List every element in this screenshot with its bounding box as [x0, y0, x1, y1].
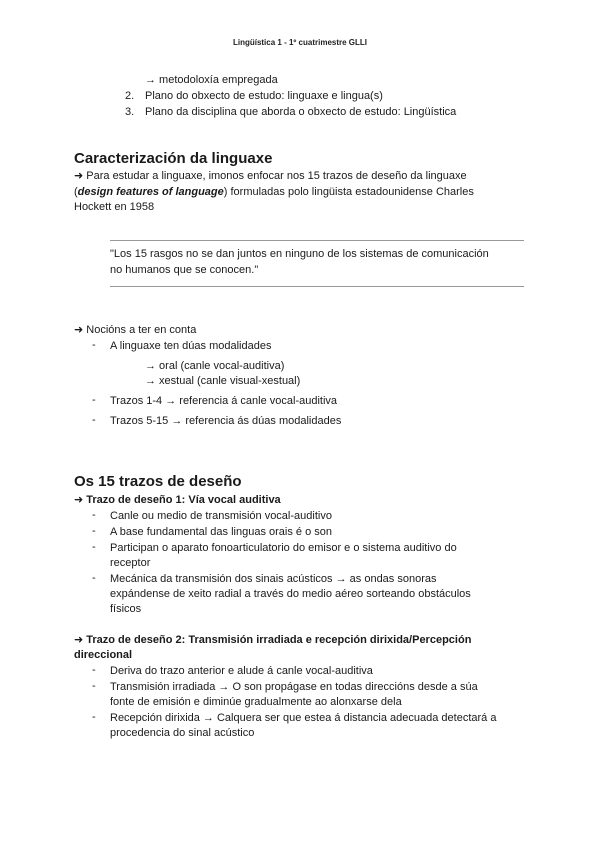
notion-item-2: Trazos 1-4 → referencia á canle vocal-auditiva [110, 395, 338, 407]
trazo-1-item-4c: físicos [110, 603, 142, 615]
trazo-1-heading: ➜ Trazo de deseño 1: Vía vocal auditiva [74, 494, 281, 506]
list-number-2: 2. [125, 90, 135, 102]
trazo-2-item-3b: procedencia do sinal acústico [110, 727, 255, 739]
notions-heading: ➜ Nocións a ter en conta [74, 324, 197, 336]
bullet-dash: - [92, 572, 96, 584]
quote-line-2: no humanos que se conocen." [110, 264, 259, 276]
notion-item-3: Trazos 5-15 → referencia ás dúas modalidades [110, 415, 342, 427]
bullet-dash: - [92, 509, 96, 521]
bullet-dash: - [92, 394, 96, 406]
bullet-dash: - [92, 711, 96, 723]
trazo-1-item-4b: expándense de xeito radial a través do medio aéreo sorteando obstáculos [110, 588, 471, 600]
trazo-2-item-2b: fonte de emisión e diminúe gradualmente ao alonxarse dela [110, 696, 402, 708]
bullet-dash: - [92, 414, 96, 426]
trazo-1-item-1: Canle ou medio de transmisión vocal-auditivo [110, 510, 332, 522]
trazo-1-item-4a: Mecánica da transmisión dos sinais acústicos → as ondas sonoras [110, 573, 437, 585]
bullet-dash: - [92, 664, 96, 676]
bullet-dash: - [92, 680, 96, 692]
page-header: Lingüística 1 - 1º cuatrimestre GLLI [232, 38, 368, 47]
intro-line-3: Hockett en 1958 [74, 201, 155, 213]
list-number-3: 3. [125, 106, 135, 118]
trazo-1-item-3b: receptor [110, 557, 151, 569]
notion-item-1: A linguaxe ten dúas modalidades [110, 340, 272, 352]
bullet-dash: - [92, 339, 96, 351]
quote-line-1: "Los 15 rasgos no se dan juntos en ninguno de los sistemas de comunicación [110, 248, 489, 260]
bullet-dash: - [92, 541, 96, 553]
trazo-2-item-1: Deriva do trazo anterior e alude á canle vocal-auditiva [110, 665, 373, 677]
list-item-3: Plano da disciplina que aborda o obxecto de estudo: Lingüística [145, 106, 457, 118]
trazo-2-heading-b: direccional [74, 649, 133, 661]
trazo-1-item-3a: Participan o aparato fonoarticulatorio do emisor e o sistema auditivo do [110, 542, 457, 554]
modality-oral: → oral (canle vocal-auditiva) [145, 360, 285, 372]
quote-bottom-rule [110, 286, 524, 287]
bullet-dash: - [92, 525, 96, 537]
trazo-2-item-2a: Transmisión irradiada → O son propágase en todas direccións desde a súa [110, 681, 478, 693]
trazo-2-item-3a: Recepción dirixida → Calquera ser que estea á distancia adecuada detectará a [110, 712, 497, 724]
quote-top-rule [110, 240, 524, 241]
section-title-caracterizacion: Caracterización da linguaxe [74, 150, 273, 167]
trazo-2-heading-a: ➜ Trazo de deseño 2: Transmisión irradiada e recepción dirixida/Percepción [74, 634, 472, 646]
trazo-1-item-2: A base fundamental das linguas orais é o son [110, 526, 332, 538]
intro-line-2: (design features of language) formuladas polo lingüista estadounidense Charles [74, 186, 474, 198]
list-subitem-methodology: → metodoloxía empregada [145, 74, 278, 86]
list-item-2: Plano do obxecto de estudo: linguaxe e lingua(s) [145, 90, 383, 102]
intro-line-1: ➜ Para estudar a linguaxe, imonos enfocar nos 15 trazos de deseño da linguaxe [74, 170, 467, 182]
section-title-trazos: Os 15 trazos de deseño [74, 473, 242, 490]
modality-xestual: → xestual (canle visual-xestual) [145, 375, 301, 387]
italic-term: design features of language [77, 186, 224, 198]
